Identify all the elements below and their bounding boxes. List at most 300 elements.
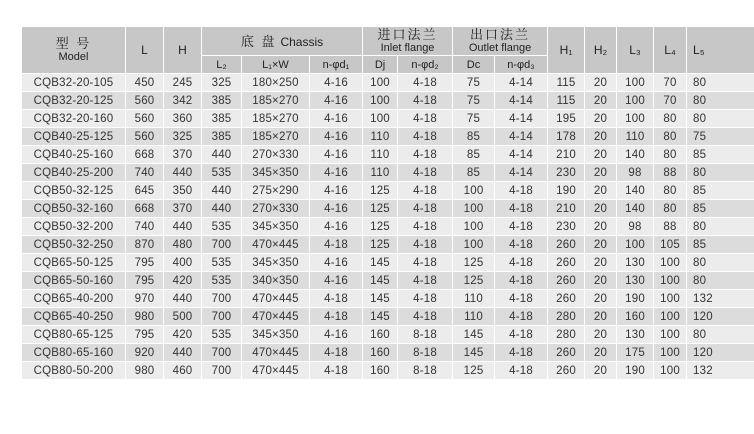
table-cell: 178 (548, 128, 585, 146)
table-cell: 4-16 (310, 326, 363, 344)
table-cell: 4-16 (310, 182, 363, 200)
header-model (22, 27, 126, 74)
table-cell: 8-18 (398, 326, 453, 344)
table-cell: 560 (126, 92, 164, 110)
table-row (22, 308, 754, 326)
table-cell: 80 (654, 128, 687, 146)
table-cell: 20 (585, 200, 617, 218)
table-cell: 342 (164, 92, 202, 110)
header-sub-Dj: Dj (363, 56, 398, 74)
table-cell: 100 (617, 92, 654, 110)
model-cell: CQB50-32-250 (22, 236, 126, 254)
table-cell: 190 (548, 182, 585, 200)
table-cell: 8-18 (398, 344, 453, 362)
table-cell: 20 (585, 74, 617, 92)
table-cell: 85 (687, 182, 754, 200)
table-cell: 740 (126, 164, 164, 182)
table-cell: 20 (585, 272, 617, 290)
table-cell: 80 (687, 110, 754, 128)
table-cell: 80 (654, 146, 687, 164)
table-cell: 325 (202, 74, 242, 92)
table-cell: 110 (363, 164, 398, 182)
table-cell: 350 (164, 182, 202, 200)
table-cell: 275×290 (242, 182, 310, 200)
table-cell: 370 (164, 146, 202, 164)
header-sub-n-d1: n-φd₁ (310, 56, 363, 74)
table-cell: 470×445 (242, 290, 310, 308)
table-row (22, 200, 754, 218)
table-cell: 20 (585, 218, 617, 236)
table-cell: 345×350 (242, 326, 310, 344)
table-cell: 210 (548, 146, 585, 164)
table-cell: 80 (687, 218, 754, 236)
table-cell: 260 (548, 254, 585, 272)
table-cell: 100 (654, 290, 687, 308)
table-cell: 4-18 (495, 362, 548, 380)
table-cell: 100 (363, 74, 398, 92)
table-cell: 980 (126, 308, 164, 326)
table-cell: 870 (126, 236, 164, 254)
model-cell: CQB65-50-160 (22, 272, 126, 290)
header-chassis (202, 27, 363, 56)
table-cell: 80 (687, 254, 754, 272)
table-cell: 80 (687, 92, 754, 110)
table-cell: 115 (548, 92, 585, 110)
table-cell: 110 (617, 128, 654, 146)
table-cell: 75 (453, 92, 495, 110)
model-cell: CQB65-50-125 (22, 254, 126, 272)
table-cell: 145 (363, 290, 398, 308)
table-cell: 470×445 (242, 362, 310, 380)
table-cell: 270×330 (242, 200, 310, 218)
header-outlet-cn: 出口法兰 (470, 27, 531, 42)
table-cell: 130 (617, 254, 654, 272)
table-row (22, 92, 754, 110)
table-cell: 125 (363, 182, 398, 200)
table-cell: 120 (687, 344, 754, 362)
table-cell: 125 (453, 254, 495, 272)
table-cell: 75 (453, 74, 495, 92)
header-H: H (164, 27, 202, 74)
table-cell: 4-14 (495, 74, 548, 92)
header-sub-L2: L₂ (202, 56, 242, 74)
table-row (22, 110, 754, 128)
table-cell: 645 (126, 182, 164, 200)
header-outlet-en: Outlet flange (468, 42, 532, 54)
table-cell: 440 (164, 164, 202, 182)
table-cell: 535 (202, 218, 242, 236)
table-cell: 100 (654, 254, 687, 272)
table-cell: 260 (548, 236, 585, 254)
table-cell: 4-18 (398, 182, 453, 200)
table-cell: 4-18 (398, 200, 453, 218)
header-sub-L1xW: L₁×W (242, 56, 310, 74)
table-cell: 80 (687, 326, 754, 344)
model-cell: CQB50-32-125 (22, 182, 126, 200)
table-cell: 100 (453, 200, 495, 218)
table-cell: 470×445 (242, 236, 310, 254)
table-cell: 740 (126, 218, 164, 236)
table-cell: 130 (617, 272, 654, 290)
header-L3: L₃ (617, 27, 654, 74)
table-cell: 4-16 (310, 146, 363, 164)
header-chassis-en: Chassis (280, 35, 324, 49)
table-cell: 125 (363, 218, 398, 236)
table-cell: 105 (654, 236, 687, 254)
table-cell: 100 (453, 182, 495, 200)
model-cell: CQB32-20-105 (22, 74, 126, 92)
table-cell: 420 (164, 326, 202, 344)
table-cell: 185×270 (242, 92, 310, 110)
table-cell: 4-14 (495, 128, 548, 146)
table-cell: 100 (453, 236, 495, 254)
table-cell: 4-18 (495, 326, 548, 344)
table-cell: 98 (617, 164, 654, 182)
table-cell: 145 (363, 254, 398, 272)
table-cell: 440 (202, 200, 242, 218)
table-cell: 4-18 (310, 308, 363, 326)
table-cell: 80 (687, 164, 754, 182)
table-cell: 4-18 (495, 290, 548, 308)
model-cell: CQB65-40-250 (22, 308, 126, 326)
model-cell: CQB32-20-160 (22, 110, 126, 128)
table-cell: 325 (164, 128, 202, 146)
table-cell: 185×270 (242, 128, 310, 146)
table-cell: 260 (548, 290, 585, 308)
table-cell: 4-16 (310, 218, 363, 236)
table-cell: 210 (548, 200, 585, 218)
table-cell: 145 (453, 344, 495, 362)
header-L: L (126, 27, 164, 74)
table-cell: 100 (654, 326, 687, 344)
table-cell: 340×350 (242, 272, 310, 290)
table-cell: 20 (585, 326, 617, 344)
table-cell: 100 (617, 236, 654, 254)
table-cell: 132 (687, 362, 754, 380)
table-row (22, 74, 754, 92)
table-cell: 80 (654, 200, 687, 218)
table-cell: 370 (164, 200, 202, 218)
table-cell: 4-18 (398, 290, 453, 308)
table-cell: 440 (164, 218, 202, 236)
table-cell: 140 (617, 182, 654, 200)
table-cell: 130 (617, 326, 654, 344)
table-cell: 20 (585, 164, 617, 182)
table-cell: 20 (585, 308, 617, 326)
table-cell: 110 (363, 128, 398, 146)
table-cell: 110 (453, 308, 495, 326)
table-cell: 160 (363, 326, 398, 344)
table-cell: 110 (453, 290, 495, 308)
table-cell: 4-16 (310, 74, 363, 92)
table-cell: 20 (585, 182, 617, 200)
table-cell: 160 (617, 308, 654, 326)
header-H1: H₁ (548, 27, 585, 74)
table-cell: 4-16 (310, 254, 363, 272)
table-cell: 440 (164, 344, 202, 362)
header-sub-n-d3: n-φd₃ (495, 56, 548, 74)
table-cell: 4-18 (495, 200, 548, 218)
table-cell: 4-18 (495, 272, 548, 290)
table-cell: 560 (126, 128, 164, 146)
table-cell: 75 (453, 110, 495, 128)
table-cell: 700 (202, 308, 242, 326)
table-cell: 385 (202, 110, 242, 128)
table-cell: 535 (202, 254, 242, 272)
table-cell: 195 (548, 110, 585, 128)
table-cell: 85 (687, 236, 754, 254)
table-cell: 385 (202, 92, 242, 110)
table-row (22, 128, 754, 146)
table-row (22, 236, 754, 254)
table-cell: 85 (453, 128, 495, 146)
table-body (22, 74, 754, 380)
table-cell: 4-18 (495, 308, 548, 326)
table-cell: 145 (363, 308, 398, 326)
table-cell: 4-18 (398, 236, 453, 254)
table-row (22, 164, 754, 182)
table-cell: 280 (548, 326, 585, 344)
table-cell: 535 (202, 164, 242, 182)
table-cell: 110 (363, 146, 398, 164)
table-cell: 535 (202, 272, 242, 290)
table-cell: 75 (687, 128, 754, 146)
table-cell: 700 (202, 344, 242, 362)
table-cell: 4-14 (495, 110, 548, 128)
table-cell: 480 (164, 236, 202, 254)
table-cell: 190 (617, 290, 654, 308)
table-cell: 500 (164, 308, 202, 326)
table-cell: 280 (548, 308, 585, 326)
table-cell: 400 (164, 254, 202, 272)
table-cell: 20 (585, 254, 617, 272)
table-cell: 385 (202, 128, 242, 146)
table-cell: 125 (363, 200, 398, 218)
table-cell: 4-16 (310, 92, 363, 110)
table-cell: 4-18 (495, 254, 548, 272)
table-header (22, 27, 754, 74)
table-cell: 100 (654, 344, 687, 362)
header-L4: L₄ (654, 27, 687, 74)
table-cell: 260 (548, 272, 585, 290)
model-cell: CQB40-25-160 (22, 146, 126, 164)
header-sub-Dc: Dc (453, 56, 495, 74)
table-cell: 20 (585, 110, 617, 128)
table-cell: 175 (617, 344, 654, 362)
header-chassis-cn: 底 盘 (240, 34, 277, 49)
model-cell: CQB50-32-160 (22, 200, 126, 218)
table-cell: 245 (164, 74, 202, 92)
model-cell: CQB32-20-125 (22, 92, 126, 110)
table-cell: 100 (654, 308, 687, 326)
table-cell: 4-16 (310, 272, 363, 290)
table-cell: 345×350 (242, 254, 310, 272)
table-cell: 100 (654, 362, 687, 380)
table-cell: 4-18 (310, 236, 363, 254)
table-cell: 4-18 (495, 344, 548, 362)
table-cell: 160 (363, 344, 398, 362)
table-cell: 100 (363, 92, 398, 110)
table-cell: 125 (363, 236, 398, 254)
header-outlet-flange (453, 27, 548, 56)
table-cell: 98 (617, 218, 654, 236)
table-cell: 20 (585, 344, 617, 362)
table-cell: 4-18 (495, 182, 548, 200)
table-cell: 4-18 (398, 218, 453, 236)
table-cell: 80 (654, 182, 687, 200)
table-cell: 4-16 (310, 200, 363, 218)
table-cell: 88 (654, 218, 687, 236)
table-cell: 20 (585, 290, 617, 308)
table-cell: 85 (687, 200, 754, 218)
header-inlet-flange (363, 27, 453, 56)
table-row (22, 146, 754, 164)
table-cell: 4-18 (495, 218, 548, 236)
table-cell: 360 (164, 110, 202, 128)
table-cell: 100 (363, 110, 398, 128)
table-cell: 980 (126, 362, 164, 380)
table-cell: 795 (126, 272, 164, 290)
table-cell: 20 (585, 146, 617, 164)
table-cell: 4-18 (310, 362, 363, 380)
table-cell: 70 (654, 92, 687, 110)
table-cell: 80 (654, 110, 687, 128)
table-cell: 70 (654, 74, 687, 92)
table-cell: 20 (585, 128, 617, 146)
table-row (22, 362, 754, 380)
table-row (22, 272, 754, 290)
table-cell: 190 (617, 362, 654, 380)
table-cell: 145 (453, 326, 495, 344)
table-cell: 4-16 (310, 128, 363, 146)
model-cell: CQB80-65-125 (22, 326, 126, 344)
table-cell: 4-18 (398, 308, 453, 326)
model-cell: CQB50-32-200 (22, 218, 126, 236)
table-cell: 795 (126, 326, 164, 344)
table-cell: 668 (126, 200, 164, 218)
table-cell: 795 (126, 254, 164, 272)
model-cell: CQB40-25-200 (22, 164, 126, 182)
table-row (22, 326, 754, 344)
table-cell: 560 (126, 110, 164, 128)
table-cell: 4-18 (398, 146, 453, 164)
table-cell: 145 (363, 272, 398, 290)
table-cell: 440 (202, 182, 242, 200)
table-cell: 180×250 (242, 74, 310, 92)
table-cell: 185×270 (242, 110, 310, 128)
table-row (22, 218, 754, 236)
table-cell: 260 (548, 362, 585, 380)
table-cell: 4-18 (398, 74, 453, 92)
table-cell: 4-18 (398, 164, 453, 182)
table-cell: 700 (202, 236, 242, 254)
table-row (22, 344, 754, 362)
table-cell: 4-18 (495, 236, 548, 254)
model-cell: CQB80-65-160 (22, 344, 126, 362)
table-cell: 4-14 (495, 164, 548, 182)
table-cell: 20 (585, 92, 617, 110)
table-cell: 260 (548, 344, 585, 362)
table-cell: 4-16 (310, 110, 363, 128)
table-cell: 450 (126, 74, 164, 92)
table-cell: 700 (202, 290, 242, 308)
table-cell: 4-18 (398, 272, 453, 290)
model-cell: CQB40-25-125 (22, 128, 126, 146)
table-cell: 230 (548, 164, 585, 182)
header-L5: L₅ (687, 27, 754, 74)
table-cell: 4-18 (310, 344, 363, 362)
table-cell: 230 (548, 218, 585, 236)
header-model-en: Model (58, 51, 89, 63)
table-row (22, 290, 754, 308)
table-cell: 970 (126, 290, 164, 308)
header-inlet-cn: 进口法兰 (377, 27, 438, 42)
model-cell: CQB65-40-200 (22, 290, 126, 308)
header-sub-n-d2: n-φd₂ (398, 56, 453, 74)
table-cell: 132 (687, 290, 754, 308)
table-cell: 4-16 (310, 164, 363, 182)
table-cell: 345×350 (242, 164, 310, 182)
table-cell: 4-14 (495, 146, 548, 164)
table-cell: 4-18 (398, 110, 453, 128)
table-cell: 700 (202, 362, 242, 380)
table-cell: 4-14 (495, 92, 548, 110)
table-cell: 4-18 (398, 128, 453, 146)
table-cell: 440 (202, 146, 242, 164)
table-cell: 140 (617, 200, 654, 218)
table-cell: 345×350 (242, 218, 310, 236)
table-cell: 4-18 (310, 290, 363, 308)
table-cell: 85 (453, 164, 495, 182)
table-cell: 120 (687, 308, 754, 326)
table-cell: 125 (453, 362, 495, 380)
table-cell: 420 (164, 272, 202, 290)
table-cell: 85 (687, 146, 754, 164)
table-row (22, 182, 754, 200)
table-row (22, 254, 754, 272)
pump-spec-table (21, 26, 754, 380)
header-H2: H₂ (585, 27, 617, 74)
table-cell: 85 (453, 146, 495, 164)
table-cell: 100 (617, 110, 654, 128)
table-cell: 920 (126, 344, 164, 362)
table-cell: 100 (617, 74, 654, 92)
spec-table-container (21, 26, 754, 380)
table-cell: 440 (164, 290, 202, 308)
table-cell: 535 (202, 326, 242, 344)
table-cell: 100 (654, 272, 687, 290)
table-cell: 20 (585, 236, 617, 254)
table-cell: 125 (453, 272, 495, 290)
table-cell: 20 (585, 362, 617, 380)
model-cell: CQB80-50-200 (22, 362, 126, 380)
table-cell: 160 (363, 362, 398, 380)
header-model-cn: 型 号 (55, 36, 92, 51)
table-cell: 470×445 (242, 308, 310, 326)
table-cell: 80 (687, 74, 754, 92)
table-cell: 668 (126, 146, 164, 164)
table-cell: 460 (164, 362, 202, 380)
table-cell: 140 (617, 146, 654, 164)
header-inlet-en: Inlet flange (380, 42, 435, 54)
table-cell: 270×330 (242, 146, 310, 164)
table-cell: 4-18 (398, 92, 453, 110)
table-cell: 80 (687, 272, 754, 290)
table-cell: 8-18 (398, 362, 453, 380)
table-cell: 470×445 (242, 344, 310, 362)
table-cell: 100 (453, 218, 495, 236)
table-cell: 88 (654, 164, 687, 182)
